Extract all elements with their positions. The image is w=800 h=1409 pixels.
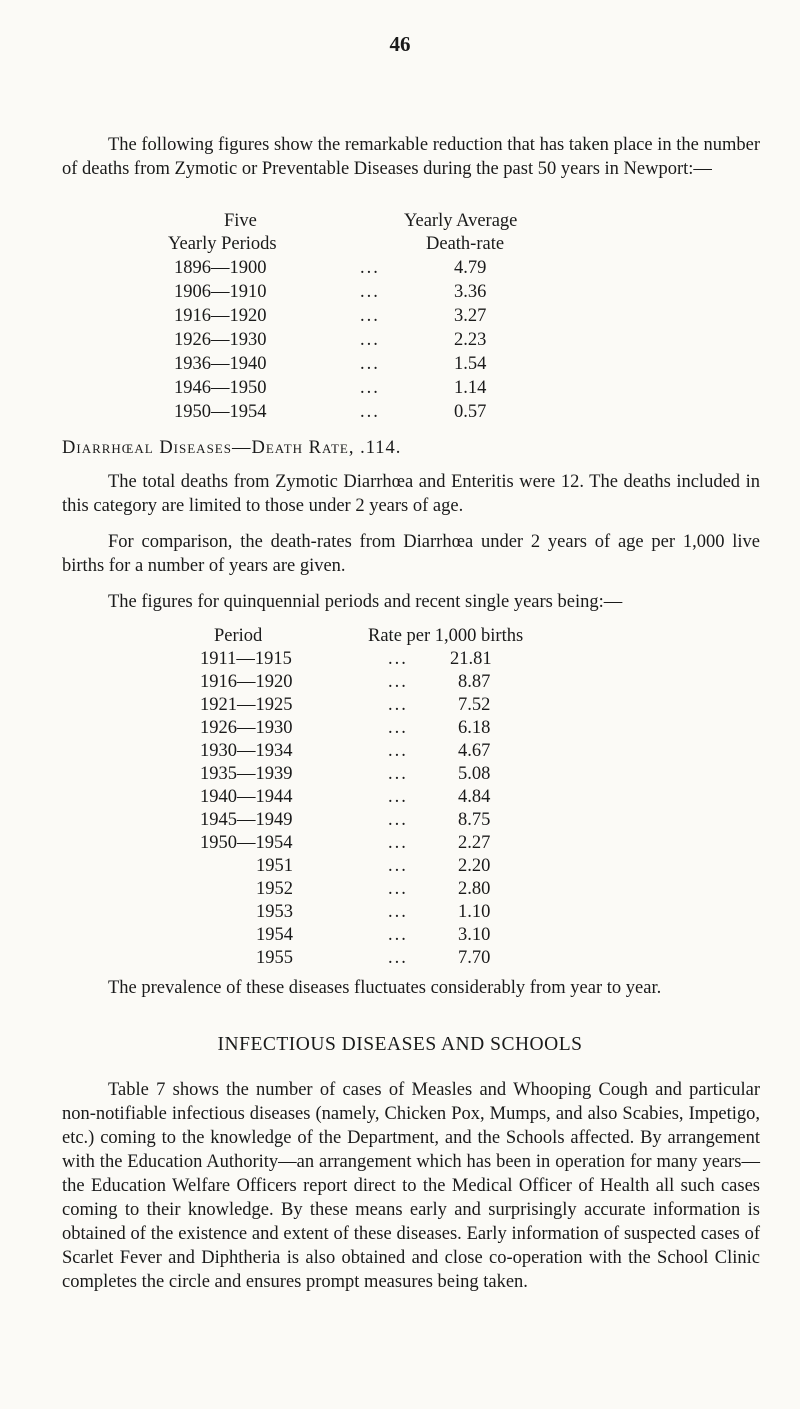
rate-cell: 7.52 bbox=[458, 695, 491, 715]
leader-dots: ... bbox=[388, 925, 408, 945]
period-cell: 1930—1934 bbox=[200, 741, 293, 761]
leader-dots: ... bbox=[388, 649, 408, 669]
rate-cell: 21.81 bbox=[450, 649, 492, 669]
period-cell: 1926—1930 bbox=[174, 330, 267, 350]
page-number: 46 bbox=[389, 32, 411, 56]
period-cell: 1926—1930 bbox=[200, 718, 293, 738]
comparison-paragraph: For comparison, the death-rates from Diarrhœa under 2 years of age per 1,000 live births for a number of years are given. bbox=[62, 532, 760, 576]
rate-cell: 7.70 bbox=[458, 948, 491, 968]
rate-cell: 8.75 bbox=[458, 810, 491, 830]
rate-cell: 3.36 bbox=[454, 282, 487, 302]
leader-dots: ... bbox=[360, 354, 380, 374]
section-heading: INFECTIOUS DISEASES AND SCHOOLS bbox=[217, 1034, 583, 1055]
period-cell: 1916—1920 bbox=[174, 306, 267, 326]
leader-dots: ... bbox=[360, 306, 380, 326]
intro-paragraph: The following figures show the remarkable reduction that has taken place in the number of deaths from Zymotic or Preventable Diseases during the past 50 years in Newport:— bbox=[62, 135, 760, 179]
rate-cell: 1.54 bbox=[454, 354, 487, 374]
zymotic-col2-header-line2: Death-rate bbox=[426, 234, 505, 254]
period-cell: 1916—1920 bbox=[200, 672, 293, 692]
leader-dots: ... bbox=[388, 879, 408, 899]
leader-dots: ... bbox=[388, 718, 408, 738]
period-cell: 1955 bbox=[256, 948, 293, 968]
rate-cell: 2.80 bbox=[458, 879, 491, 899]
zymotic-col1-header-line1: Five bbox=[224, 211, 257, 231]
rate-cell: 2.20 bbox=[458, 856, 491, 876]
diarrhoea-col2-header: Rate per 1,000 births bbox=[368, 626, 524, 646]
rate-cell: 2.23 bbox=[454, 330, 487, 350]
period-cell: 1945—1949 bbox=[200, 810, 293, 830]
period-cell: 1953 bbox=[256, 902, 293, 922]
period-cell: 1952 bbox=[256, 879, 293, 899]
period-cell: 1911—1915 bbox=[200, 649, 292, 669]
rate-cell: 6.18 bbox=[458, 718, 491, 738]
period-cell: 1951 bbox=[256, 856, 293, 876]
rate-cell: 4.79 bbox=[454, 258, 487, 278]
schools-paragraph: Table 7 shows the number of cases of Measles and Whooping Cough and particular non-notifiable infectious diseases (namely, Chicken Pox, Mumps, and also Scabies, Impetigo, etc.) coming to the knowledge of the Department, and the Schools affected. By arrangement with the Education Authority—an arrangement which has been in operation for many years—the Education Welfare Officers report direct to the Medical Officer of Health all such cases coming to their knowledge. By these means early and surprisingly accurate information is obtained of the existence and extent of these diseases. Early information of suspected cases of Scarlet Fever and Diphtheria is also obtained and close co-operation with the School Clinic completes the circle and ensures prompt measures being taken. bbox=[62, 1080, 760, 1292]
rate-cell: 4.67 bbox=[458, 741, 491, 761]
period-cell: 1950—1954 bbox=[200, 833, 293, 853]
total-deaths-paragraph: The total deaths from Zymotic Diarrhœa and Enteritis were 12. The deaths included in this category are limited to those under 2 years of age. bbox=[62, 472, 760, 516]
zymotic-col1-header-line2: Yearly Periods bbox=[168, 234, 277, 254]
period-cell: 1936—1940 bbox=[174, 354, 267, 374]
zymotic-col2-header-line1: Yearly Average bbox=[404, 211, 518, 231]
leader-dots: ... bbox=[388, 764, 408, 784]
prevalence-paragraph: The prevalence of these diseases fluctuates considerably from year to year. bbox=[108, 978, 662, 998]
leader-dots: ... bbox=[388, 902, 408, 922]
period-cell: 1954 bbox=[256, 925, 293, 945]
leader-dots: ... bbox=[388, 672, 408, 692]
leader-dots: ... bbox=[388, 787, 408, 807]
period-cell: 1950—1954 bbox=[174, 402, 267, 422]
leader-dots: ... bbox=[360, 378, 380, 398]
leader-dots: ... bbox=[388, 833, 408, 853]
leader-dots: ... bbox=[388, 856, 408, 876]
period-cell: 1946—1950 bbox=[174, 378, 267, 398]
leader-dots: ... bbox=[360, 282, 380, 302]
leader-dots: ... bbox=[360, 330, 380, 350]
rate-cell: 2.27 bbox=[458, 833, 491, 853]
rate-cell: 1.14 bbox=[454, 378, 487, 398]
rate-cell: 3.10 bbox=[458, 925, 491, 945]
diarrhoeal-rate-line: Diarrhœal Diseases—Death Rate, .114. bbox=[62, 438, 402, 458]
period-cell: 1906—1910 bbox=[174, 282, 267, 302]
period-cell: 1896—1900 bbox=[174, 258, 267, 278]
rate-cell: 4.84 bbox=[458, 787, 491, 807]
leader-dots: ... bbox=[388, 695, 408, 715]
leader-dots: ... bbox=[360, 402, 380, 422]
figures-intro-paragraph: The figures for quinquennial periods and recent single years being:— bbox=[108, 592, 623, 612]
leader-dots: ... bbox=[388, 948, 408, 968]
leader-dots: ... bbox=[388, 741, 408, 761]
rate-cell: 3.27 bbox=[454, 306, 487, 326]
leader-dots: ... bbox=[388, 810, 408, 830]
leader-dots: ... bbox=[360, 258, 380, 278]
period-cell: 1921—1925 bbox=[200, 695, 293, 715]
rate-cell: 0.57 bbox=[454, 402, 487, 422]
period-cell: 1940—1944 bbox=[200, 787, 293, 807]
rate-cell: 5.08 bbox=[458, 764, 491, 784]
rate-cell: 1.10 bbox=[458, 902, 491, 922]
period-cell: 1935—1939 bbox=[200, 764, 293, 784]
diarrhoea-col1-header: Period bbox=[214, 626, 263, 646]
rate-cell: 8.87 bbox=[458, 672, 491, 692]
